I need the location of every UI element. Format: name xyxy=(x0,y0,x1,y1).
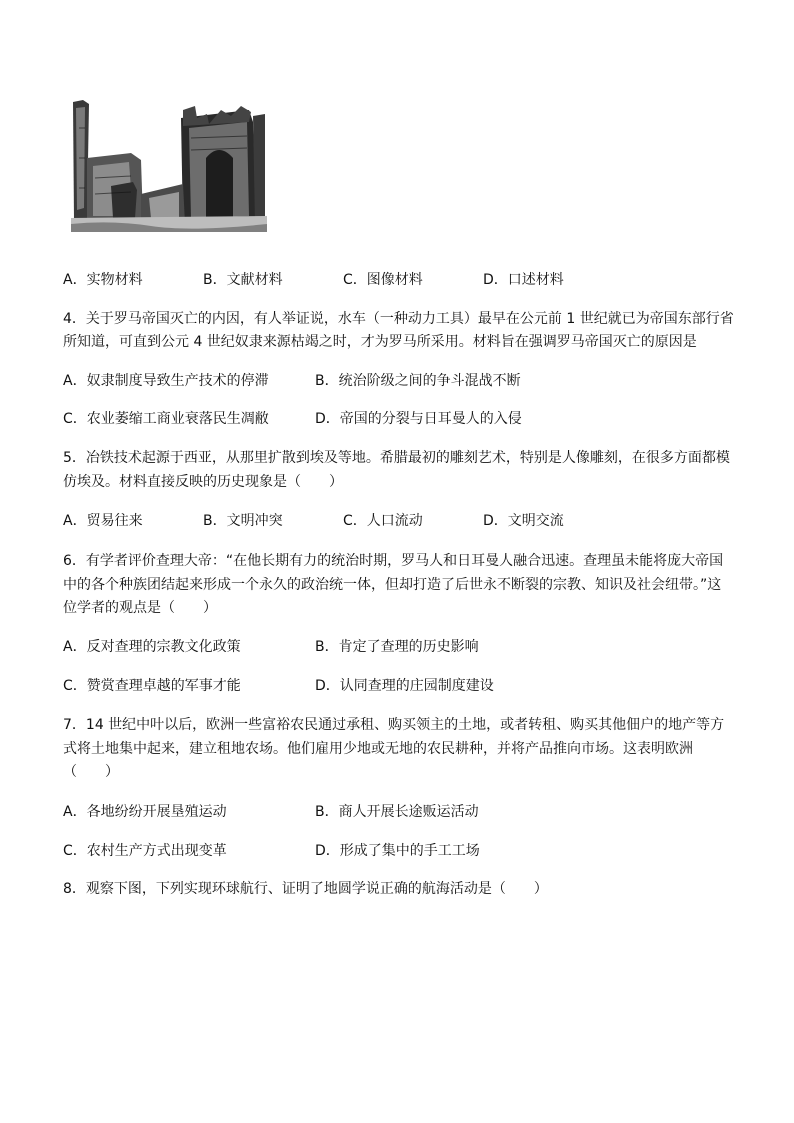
q7-options-row-1 xyxy=(63,802,743,822)
q8-stem-line-1: 8．观察下图，下列实现环球航行、证明了地圆学说正确的航海活动是（ ） xyxy=(63,881,548,897)
q4-option-c[interactable]: C．农业萎缩工商业衰落民生凋敝 xyxy=(63,411,269,427)
q3-option-c[interactable]: C．图像材料 xyxy=(343,272,423,288)
q3-option-d[interactable]: D．口述材料 xyxy=(483,272,564,288)
q5-option-d[interactable]: D．文明交流 xyxy=(483,513,564,529)
q6-stem-line-2: 中的各个种族团结起来形成一个永久的政治统一体，但却打造了后世永不断裂的宗教、知识及社会纽带。”这 xyxy=(63,577,722,593)
q4-options-row-1 xyxy=(63,371,743,391)
q5-options xyxy=(63,511,743,531)
q7-options-row-2 xyxy=(63,841,743,861)
q4-option-d[interactable]: D．帝国的分裂与日耳曼人的入侵 xyxy=(315,411,522,427)
q7-stem-line-3: （ ） xyxy=(63,764,119,780)
q5-option-b[interactable]: B．文明冲突 xyxy=(203,513,283,529)
q5-stem-line-2: 仿埃及。材料直接反映的历史现象是（ ） xyxy=(63,474,343,490)
q5-option-c[interactable]: C．人口流动 xyxy=(343,513,423,529)
q4-stem-line-2: 所知道，可直到公元 4 世纪奴隶来源枯竭之时，才为罗马所采用。材料旨在强调罗马帝国灭亡的原因是 xyxy=(63,334,697,350)
q7-option-b[interactable]: B．商人开展长途贩运活动 xyxy=(315,804,479,820)
q6-option-b[interactable]: B．肯定了查理的历史影响 xyxy=(315,639,479,655)
q6-option-d[interactable]: D．认同查理的庄园制度建设 xyxy=(315,678,494,694)
q6-option-c[interactable]: C．赞赏查理卓越的军事才能 xyxy=(63,678,241,694)
q4-option-b[interactable]: B．统治阶级之间的争斗混战不断 xyxy=(315,373,521,389)
q6-option-a[interactable]: A．反对查理的宗教文化政策 xyxy=(63,639,241,655)
q4-stem-line-1: 4．关于罗马帝国灭亡的内因，有人举证说，水车（一种动力工具）最早在公元前 1 世纪就已为帝国东部行省 xyxy=(63,311,734,327)
q4-option-a[interactable]: A．奴隶制度导致生产技术的停滞 xyxy=(63,373,269,389)
q7-option-a[interactable]: A．各地纷纷开展垦殖运动 xyxy=(63,804,227,820)
q7-option-c[interactable]: C．农村生产方式出现变革 xyxy=(63,843,227,859)
q6-stem-line-3: 位学者的观点是（ ） xyxy=(63,600,217,616)
q5-option-a[interactable]: A．贸易往来 xyxy=(63,513,143,529)
q3-option-b[interactable]: B．文献材料 xyxy=(203,272,283,288)
q6-options-row-1 xyxy=(63,637,743,657)
q6-options-row-2 xyxy=(63,676,743,696)
ancient-ruins-illustration xyxy=(71,98,267,232)
q3-option-a[interactable]: A．实物材料 xyxy=(63,272,143,288)
q3-options xyxy=(63,270,743,290)
q4-options-row-2 xyxy=(63,409,743,429)
q7-stem-line-1: 7．14 世纪中叶以后，欧洲一些富裕农民通过承租、购买领主的土地，或者转租、购买其他佃户的地产等方 xyxy=(63,717,725,733)
q7-option-d[interactable]: D．形成了集中的手工工场 xyxy=(315,843,480,859)
q7-stem-line-2: 式将土地集中起来，建立租地农场。他们雇用少地或无地的农民耕种，并将产品推向市场。这表明欧洲 xyxy=(63,741,693,757)
q6-stem-line-1: 6．有学者评价查理大帝：“在他长期有力的统治时期，罗马人和日耳曼人融合迅速。查理虽未能将庞大帝国 xyxy=(63,553,724,569)
q5-stem-line-1: 5．冶铁技术起源于西亚，从那里扩散到埃及等地。希腊最初的雕刻艺术，特别是人像雕刻，在很多方面都模 xyxy=(63,450,730,466)
